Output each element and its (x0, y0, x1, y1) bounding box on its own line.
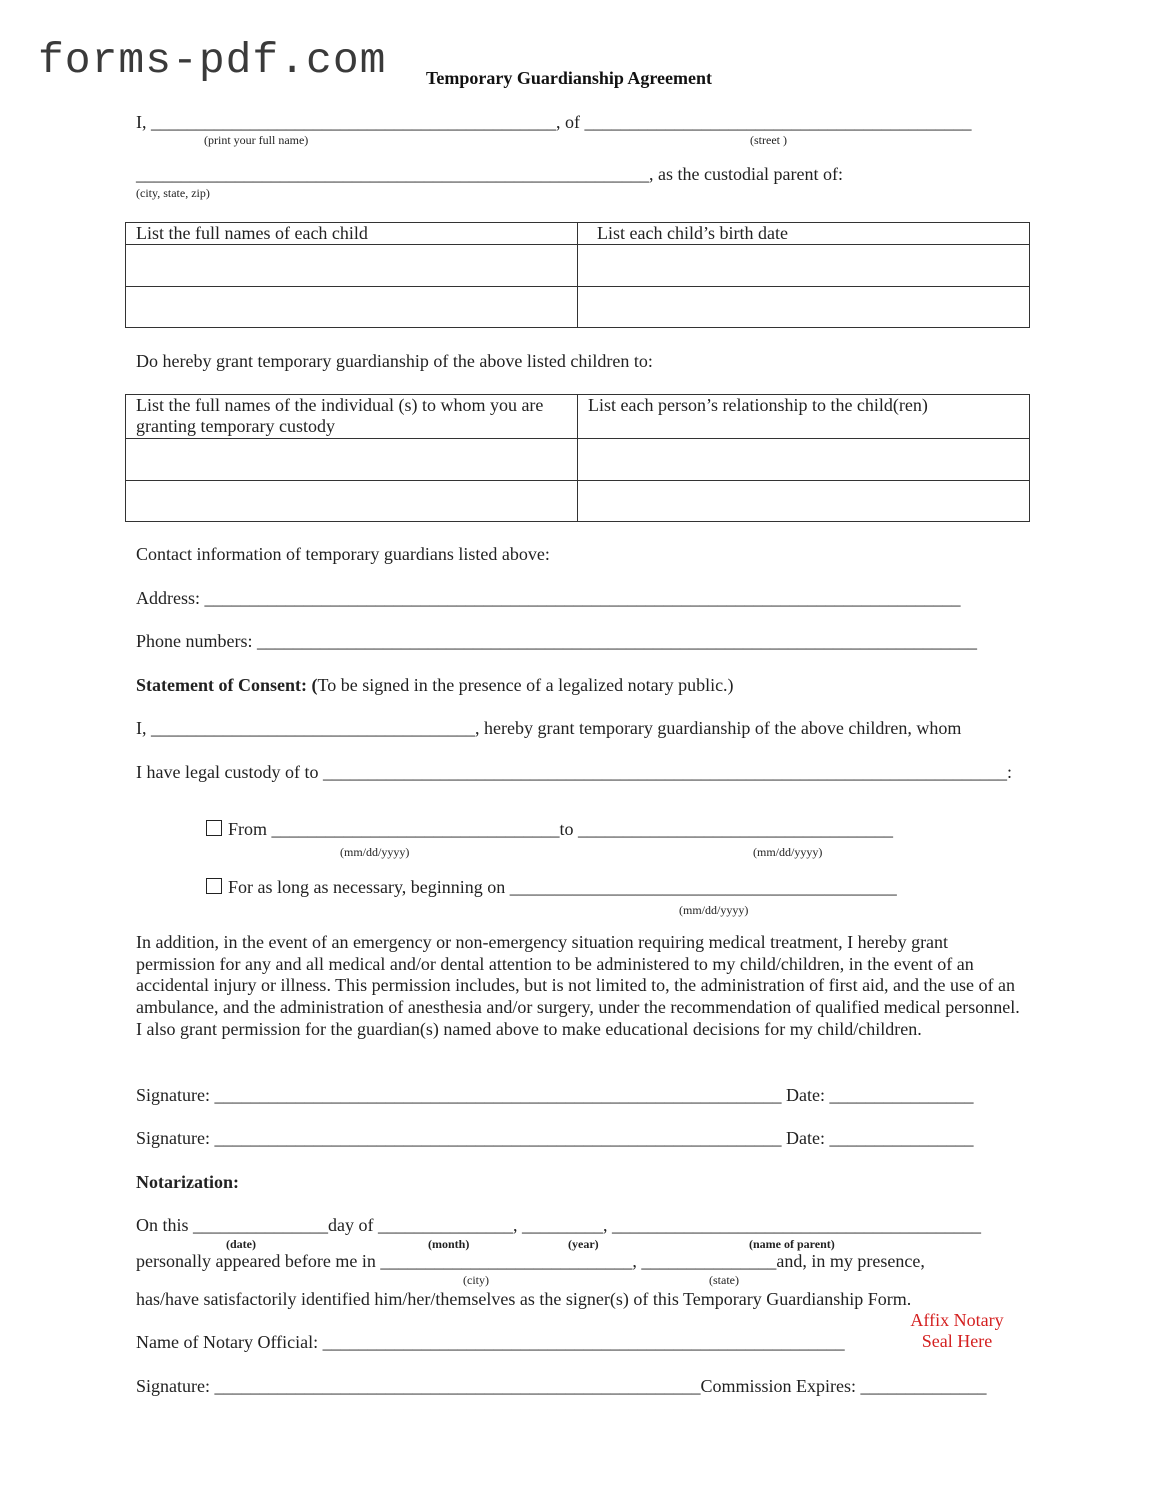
contact-heading: Contact information of temporary guardians listed above: (136, 544, 550, 564)
guardian-relationship-cell[interactable] (578, 439, 1030, 481)
child-name-cell[interactable] (126, 287, 578, 328)
notary-signature-line[interactable]: Signature: ______________________________________________________Commission Expires: ______________ (136, 1376, 987, 1396)
notary-official-line[interactable]: Name of Notary Official: __________________________________________________________ (136, 1332, 845, 1352)
guardian-name-cell[interactable] (126, 439, 578, 481)
consent-heading-bold: Statement of Consent: ( (136, 675, 318, 695)
caption-city: (city) (463, 1273, 489, 1287)
guardians-table (125, 394, 1030, 522)
guardian-name-header-line1: List the full names of the individual (s) to whom you are (136, 395, 544, 415)
city-line[interactable]: _________________________________________________________, as the custodial parent of: (136, 164, 843, 184)
signature-line-1[interactable]: Signature: _______________________________________________________________ Date: ________________ (136, 1085, 974, 1105)
notary-seal-line2: Seal Here (921, 1331, 993, 1351)
notarization-heading: Notarization: (136, 1172, 239, 1192)
children-name-header: List the full names of each child (126, 223, 578, 245)
guardian-relationship-header: List each person’s relationship to the child(ren) (578, 395, 1030, 439)
caption-state: (state) (709, 1273, 739, 1287)
caption-begin-date: (mm/dd/yyyy) (679, 903, 749, 917)
from-to-checkbox[interactable] (206, 820, 222, 836)
long-as-necessary-option (206, 877, 897, 898)
medical-paragraph: In addition, in the event of an emergency or non-emergency situation requiring medical treatment, I hereby grant permission for any and all medical and/or dental attention to be administered to my child/children, in the event of an accidental injury or illness. This permission includes, but is not limited to, the administration of first aid, and the use of an ambulance, and the administration of anesthesia and/or surgery, under the recommendation of qualified medical personnel. I also grant permission for the guardian(s) named above to make educational decisions for my child/children. (136, 932, 1020, 1039)
parent-name-line[interactable]: I, _____________________________________________, of ___________________________________________ (136, 112, 972, 132)
guardian-relationship-cell[interactable] (578, 481, 1030, 522)
caption-name-of-parent: (name of parent) (749, 1237, 835, 1251)
signature-line-2[interactable]: Signature: _______________________________________________________________ Date: ________________ (136, 1128, 974, 1148)
caption-street: (street ) (750, 133, 787, 147)
notary-seal-area (898, 1310, 1016, 1352)
from-to-line[interactable]: From ________________________________to ___________________________________ (228, 819, 894, 839)
children-birthdate-header: List each child’s birth date (578, 223, 1030, 245)
phone-line[interactable]: Phone numbers: ________________________________________________________________________________ (136, 631, 977, 651)
consent-heading-rest: To be signed in the presence of a legalized notary public.) (317, 675, 734, 695)
child-name-cell[interactable] (126, 245, 578, 287)
watermark: forms-pdf.com (38, 36, 387, 85)
notary-location-line[interactable]: personally appeared before me in ____________________________, _______________and, in my presence, (136, 1251, 925, 1271)
notary-date-line[interactable]: On this _______________day of _______________, _________, _________________________________________ (136, 1215, 981, 1235)
caption-city-state-zip: (city, state, zip) (136, 186, 210, 200)
caption-from-date: (mm/dd/yyyy) (340, 845, 410, 859)
consent-heading (136, 675, 734, 696)
caption-date: (date) (226, 1237, 256, 1251)
notary-identification-text: has/have satisfactorily identified him/her/themselves as the signer(s) of this Temporary Guardianship Form. (136, 1289, 912, 1309)
caption-year: (year) (568, 1237, 599, 1251)
form-title: Temporary Guardianship Agreement (426, 68, 713, 88)
consent-name-line[interactable]: I, ____________________________________, hereby grant temporary guardianship of the above children, whom (136, 718, 962, 738)
children-table (125, 222, 1030, 328)
guardian-name-header (126, 395, 578, 439)
long-as-necessary-line[interactable]: For as long as necessary, beginning on ___________________________________________ (228, 877, 897, 897)
grant-text: Do hereby grant temporary guardianship of the above listed children to: (136, 351, 653, 371)
address-line[interactable]: Address: ____________________________________________________________________________________ (136, 588, 961, 608)
child-birthdate-cell[interactable] (578, 287, 1030, 328)
caption-month: (month) (428, 1237, 470, 1251)
from-to-option (206, 819, 893, 840)
caption-print-name: (print your full name) (204, 133, 309, 147)
long-as-necessary-checkbox[interactable] (206, 878, 222, 894)
notary-seal-line1: Affix Notary (910, 1310, 1004, 1330)
child-birthdate-cell[interactable] (578, 245, 1030, 287)
caption-to-date: (mm/dd/yyyy) (753, 845, 823, 859)
guardian-name-header-line2: granting temporary custody (136, 416, 335, 436)
guardian-name-cell[interactable] (126, 481, 578, 522)
custody-line[interactable]: I have legal custody of to ____________________________________________________________________________: (136, 762, 1012, 782)
